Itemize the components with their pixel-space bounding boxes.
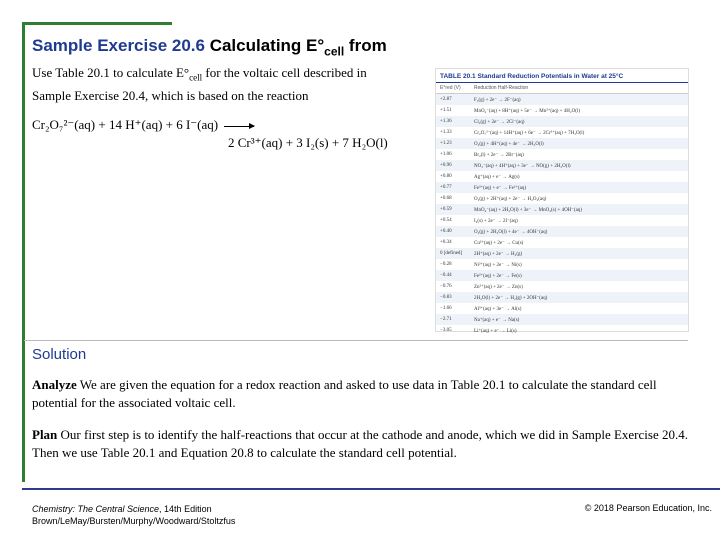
- table-cell-reaction: F₂(g) + 2e⁻ → 2F⁻(aq): [474, 97, 521, 103]
- reaction-arrow-icon: [224, 126, 254, 127]
- table-cell-reaction: Fe²⁺(aq) + 2e⁻ → Fe(s): [474, 273, 522, 279]
- table-cell-reaction: Zn²⁺(aq) + 2e⁻ → Zn(s): [474, 284, 523, 290]
- table-row: [436, 303, 688, 314]
- table-cell-reaction: Cr₂O₇²⁻(aq) + 14H⁺(aq) + 6e⁻ → 2Cr³⁺(aq) + 7H₂O(l): [474, 130, 585, 136]
- plan-label: Plan: [32, 427, 58, 442]
- table-cell-potential: −2.71: [440, 317, 452, 322]
- table-col-reaction: Reduction Half-Reaction: [474, 85, 529, 91]
- section-divider: [24, 340, 688, 341]
- table-cell-reaction: Na⁺(aq) + e⁻ → Na(s): [474, 317, 520, 323]
- table-row: [436, 292, 688, 303]
- solution-heading: Solution: [32, 346, 87, 363]
- table-row: [436, 127, 688, 138]
- intro-sub: cell: [189, 72, 203, 83]
- table-cell-potential: +0.54: [440, 218, 452, 223]
- table-cell-reaction: Cu²⁺(aq) + 2e⁻ → Cu(s): [474, 240, 524, 246]
- reaction-equation: [32, 116, 412, 152]
- footer-authors: Brown/LeMay/Bursten/Murphy/Woodward/Stoltzfus: [32, 516, 236, 526]
- reduction-potentials-table: [435, 68, 689, 332]
- footer-rule: [22, 488, 720, 490]
- plan-text: Our first step is to identify the half-reactions that occur at the cathode and anode, which we did in Sample Exercise 20.4. Then we use Table 20.1 and Equation 20.8 to calculate the standard cell potential.: [32, 427, 688, 460]
- table-row: [436, 259, 688, 270]
- table-row: [436, 204, 688, 215]
- table-row: [436, 171, 688, 182]
- title-prefix: Sample Exercise 20.6: [32, 36, 210, 55]
- table-cell-potential: +0.40: [440, 229, 452, 234]
- reaction-reactants: Cr₂O₇²⁻(aq) + 14 H⁺(aq) + 6 I⁻(aq): [32, 117, 219, 132]
- table-cell-reaction: Cl₂(g) + 2e⁻ → 2Cl⁻(aq): [474, 119, 525, 125]
- table-row: [436, 237, 688, 248]
- table-cell-potential: +1.23: [440, 141, 452, 146]
- analyze-paragraph: [32, 376, 692, 412]
- table-cell-potential: 0 [defined]: [440, 251, 463, 256]
- table-row: [436, 149, 688, 160]
- table-row: [436, 281, 688, 292]
- table-row: [436, 116, 688, 127]
- table-cell-reaction: 2H₂O(l) + 2e⁻ → H₂(g) + 2OH⁻(aq): [474, 295, 548, 301]
- footer-copyright: © 2018 Pearson Education, Inc.: [584, 503, 712, 513]
- table-cell-reaction: Br₂(l) + 2e⁻ → 2Br⁻(aq): [474, 152, 524, 158]
- table-cell-potential: −0.28: [440, 262, 452, 267]
- table-row: [436, 314, 688, 325]
- footer-book: Chemistry: The Central Science: [32, 504, 160, 514]
- footer-edition: , 14th Edition: [159, 504, 212, 514]
- table-row: [436, 138, 688, 149]
- table-row: [436, 325, 688, 336]
- table-cell-reaction: MnO₄⁻(aq) + 8H⁺(aq) + 5e⁻ → Mn²⁺(aq) + 4H₂O(l): [474, 108, 580, 114]
- table-cell-reaction: Li⁺(aq) + e⁻ → Li(s): [474, 328, 517, 334]
- table-row: [436, 226, 688, 237]
- frame-left-accent: [22, 22, 25, 482]
- table-cell-potential: +0.68: [440, 196, 452, 201]
- table-cell-potential: +0.80: [440, 174, 452, 179]
- table-cell-potential: −0.83: [440, 295, 452, 300]
- table-col-potential: E°red (V): [440, 85, 461, 91]
- table-cell-potential: +1.06: [440, 152, 452, 157]
- table-row: [436, 105, 688, 116]
- table-cell-reaction: NO₃⁻(aq) + 4H⁺(aq) + 3e⁻ → NO(g) + 2H₂O(l): [474, 163, 571, 169]
- plan-paragraph: [32, 426, 692, 462]
- table-cell-reaction: Al³⁺(aq) + 3e⁻ → Al(s): [474, 306, 522, 312]
- footer-citation: [32, 503, 235, 527]
- analyze-label: Analyze: [32, 377, 77, 392]
- frame-top-accent: [22, 22, 172, 25]
- table-cell-potential: +2.87: [440, 97, 452, 102]
- title-suffix: from: [344, 36, 387, 55]
- table-cell-potential: +0.59: [440, 207, 452, 212]
- reaction-products: 2 Cr³⁺(aq) + 3 I₂(s) + 7 H₂O(l): [228, 135, 388, 150]
- table-row: [436, 182, 688, 193]
- table-cell-potential: −1.66: [440, 306, 452, 311]
- slide-title: [32, 36, 387, 58]
- table-row: [436, 248, 688, 259]
- intro-part1: Use Table 20.1 to calculate E°: [32, 65, 190, 80]
- table-cell-potential: +0.34: [440, 240, 452, 245]
- table-cell-reaction: I₂(s) + 2e⁻ → 2I⁻(aq): [474, 218, 518, 224]
- table-row: [436, 94, 688, 105]
- table-cell-potential: +0.96: [440, 163, 452, 168]
- title-main: Calculating E°: [209, 36, 325, 55]
- table-cell-reaction: O₂(g) + 4H⁺(aq) + 4e⁻ → 2H₂O(l): [474, 141, 544, 147]
- table-title: TABLE 20.1 Standard Reduction Potentials in Water at 25°C: [436, 69, 688, 83]
- table-body: [436, 94, 688, 336]
- table-row: [436, 215, 688, 226]
- intro-text: [32, 64, 402, 105]
- table-cell-potential: −0.76: [440, 284, 452, 289]
- table-cell-reaction: O₂(g) + 2H⁺(aq) + 2e⁻ → H₂O₂(aq): [474, 196, 547, 202]
- table-cell-reaction: 2H⁺(aq) + 2e⁻ → H₂(g): [474, 251, 523, 257]
- table-cell-potential: +0.77: [440, 185, 452, 190]
- table-cell-reaction: Ni²⁺(aq) + 2e⁻ → Ni(s): [474, 262, 522, 268]
- table-cell-potential: +1.51: [440, 108, 452, 113]
- title-sub: cell: [324, 44, 345, 59]
- table-cell-potential: +1.33: [440, 130, 452, 135]
- table-cell-reaction: Ag⁺(aq) + e⁻ → Ag(s): [474, 174, 520, 180]
- table-cell-potential: −0.44: [440, 273, 452, 278]
- table-header: [436, 83, 688, 94]
- table-cell-reaction: MnO₄⁻(aq) + 2H₂O(l) + 3e⁻ → MnO₂(s) + 4OH⁻(aq): [474, 207, 582, 213]
- table-cell-potential: −3.05: [440, 328, 452, 333]
- intro-part2: for the voltaic cell described in Sample Exercise 20.4, which is based on the reaction: [32, 65, 367, 103]
- table-row: [436, 193, 688, 204]
- table-cell-potential: +1.36: [440, 119, 452, 124]
- table-cell-reaction: Fe³⁺(aq) + e⁻ → Fe²⁺(aq): [474, 185, 527, 191]
- table-row: [436, 270, 688, 281]
- analyze-text: We are given the equation for a redox reaction and asked to use data in Table 20.1 to calculate the standard cell potential for the associated voltaic cell.: [32, 377, 657, 410]
- table-cell-reaction: O₂(g) + 2H₂O(l) + 4e⁻ → 4OH⁻(aq): [474, 229, 548, 235]
- table-row: [436, 160, 688, 171]
